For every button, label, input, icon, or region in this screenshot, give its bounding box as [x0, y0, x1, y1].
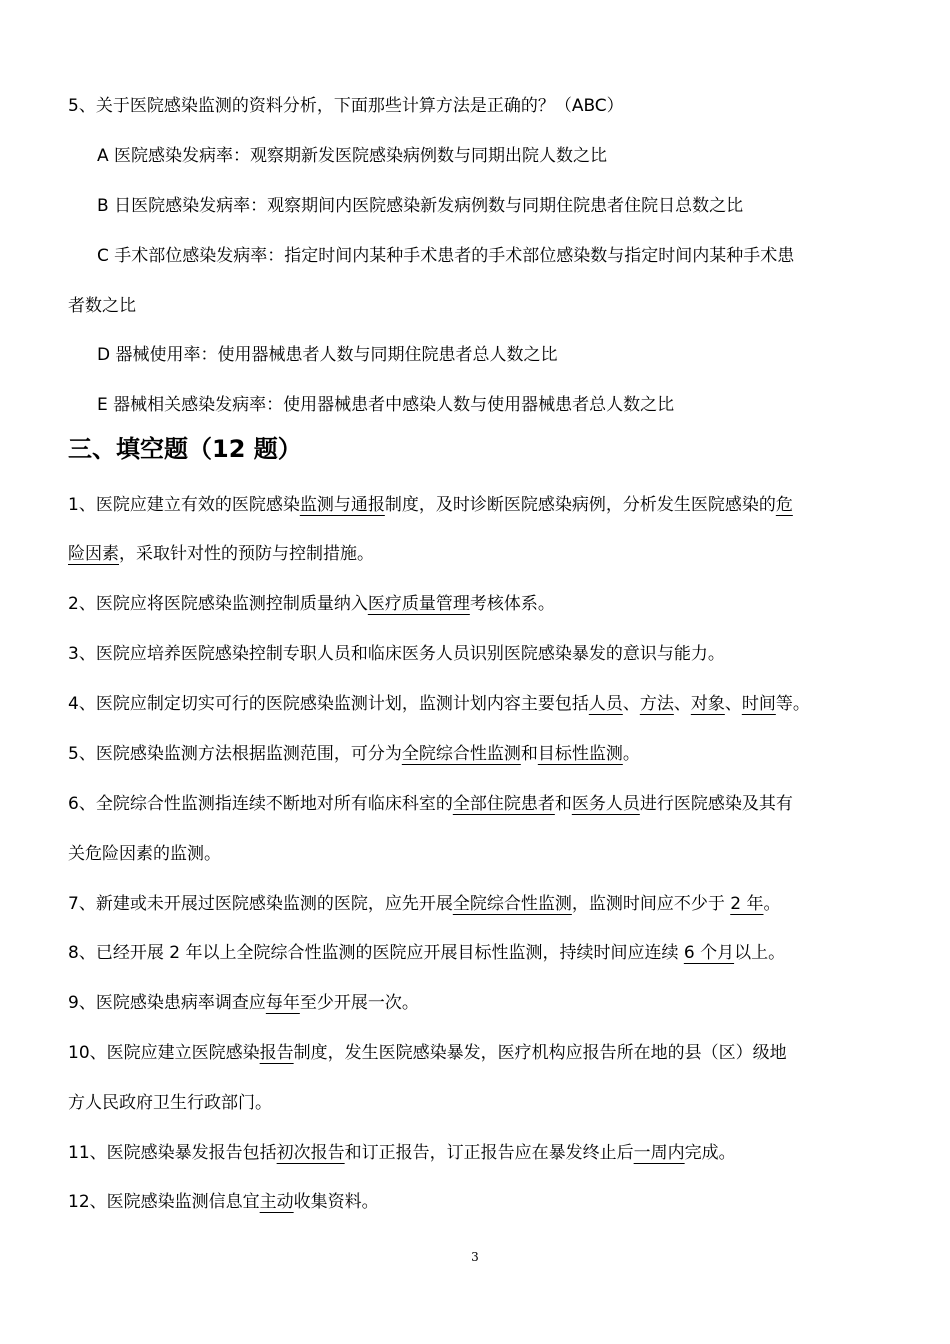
answer-blank: 监测与通报	[299, 495, 385, 515]
answer-blank: 初次报告	[276, 1143, 345, 1163]
question-5-stem: 5、关于医院感染监测的资料分析，下面那些计算方法是正确的？（ABC）	[68, 96, 624, 116]
fill-question-3: 3、医院应培养医院感染控制专职人员和临床医务人员识别医院感染暴发的意识与能力。	[68, 644, 725, 664]
answer-blank: 主动	[259, 1192, 294, 1212]
answer-blank: 6 个月	[683, 943, 735, 963]
answer-blank: 方法	[639, 694, 674, 714]
option-c-line1: C 手术部位感染发病率：指定时间内某种手术患者的手术部位感染数与指定时间内某种手术患	[97, 246, 795, 266]
fill-question-4: 4、医院应制定切实可行的医院感染监测计划，监测计划内容主要包括人员、方法、对象、时间等。	[68, 694, 810, 714]
section-title: 三、填空题（12 题）	[68, 435, 302, 463]
fill-question-6-line2: 关危险因素的监测。	[68, 844, 221, 864]
fill-question-10-line2: 方人民政府卫生行政部门。	[68, 1093, 272, 1113]
answer-blank: 医务人员	[571, 794, 640, 814]
fill-question-10-line1: 10、医院应建立医院感染报告制度，发生医院感染暴发，医疗机构应报告所在地的县（区）级地	[68, 1043, 787, 1063]
fill-question-8: 8、已经开展 2 年以上全院综合性监测的医院应开展目标性监测，持续时间应连续 6 个月以上。	[68, 943, 786, 963]
answer-blank: 医疗质量管理	[367, 594, 470, 614]
answer-blank: 危	[775, 495, 793, 515]
option-d: D 器械使用率：使用器械患者人数与同期住院患者总人数之比	[97, 345, 558, 365]
answer-blank: 一周内	[633, 1143, 685, 1163]
answer-blank: 时间	[741, 694, 776, 714]
answer-blank: 对象	[690, 694, 725, 714]
fill-question-1-line2: 险因素，采取针对性的预防与控制措施。	[68, 544, 374, 564]
answer-blank: 2 年	[730, 894, 764, 914]
fill-question-12: 12、医院感染监测信息宜主动收集资料。	[68, 1192, 379, 1212]
fill-question-11: 11、医院感染暴发报告包括初次报告和订正报告，订正报告应在暴发终止后一周内完成。	[68, 1143, 736, 1163]
fill-question-5: 5、医院感染监测方法根据监测范围，可分为全院综合性监测和目标性监测。	[68, 744, 640, 764]
fill-question-9: 9、医院感染患病率调查应每年至少开展一次。	[68, 993, 419, 1013]
option-e: E 器械相关感染发病率：使用器械患者中感染人数与使用器械患者总人数之比	[97, 395, 675, 415]
answer-blank: 险因素	[68, 544, 119, 564]
option-a: A 医院感染发病率：观察期新发医院感染病例数与同期出院人数之比	[97, 146, 608, 166]
option-b: B 日医院感染发病率：观察期间内医院感染新发病例数与同期住院患者住院日总数之比	[97, 196, 744, 216]
answer-blank: 目标性监测	[537, 744, 623, 764]
fill-question-6-line1: 6、全院综合性监测指连续不断地对所有临床科室的全部住院患者和医务人员进行医院感染及其有	[68, 794, 793, 814]
answer-blank: 人员	[588, 694, 623, 714]
answer-blank: 报告	[259, 1043, 294, 1063]
answer-blank: 全部住院患者	[452, 794, 555, 814]
fill-question-7: 7、新建或未开展过医院感染监测的医院，应先开展全院综合性监测，监测时间应不少于 2 年。	[68, 894, 781, 914]
answer-blank: 每年	[265, 993, 300, 1013]
answer-blank: 全院综合性监测	[401, 744, 521, 764]
page-number: 3	[471, 1250, 479, 1264]
answer-blank: 全院综合性监测	[452, 894, 572, 914]
fill-question-1-line1: 1、医院应建立有效的医院感染监测与通报制度，及时诊断医院感染病例，分析发生医院感染的危	[68, 495, 793, 515]
option-c-line2: 者数之比	[68, 296, 136, 316]
fill-question-2: 2、医院应将医院感染监测控制质量纳入医疗质量管理考核体系。	[68, 594, 555, 614]
